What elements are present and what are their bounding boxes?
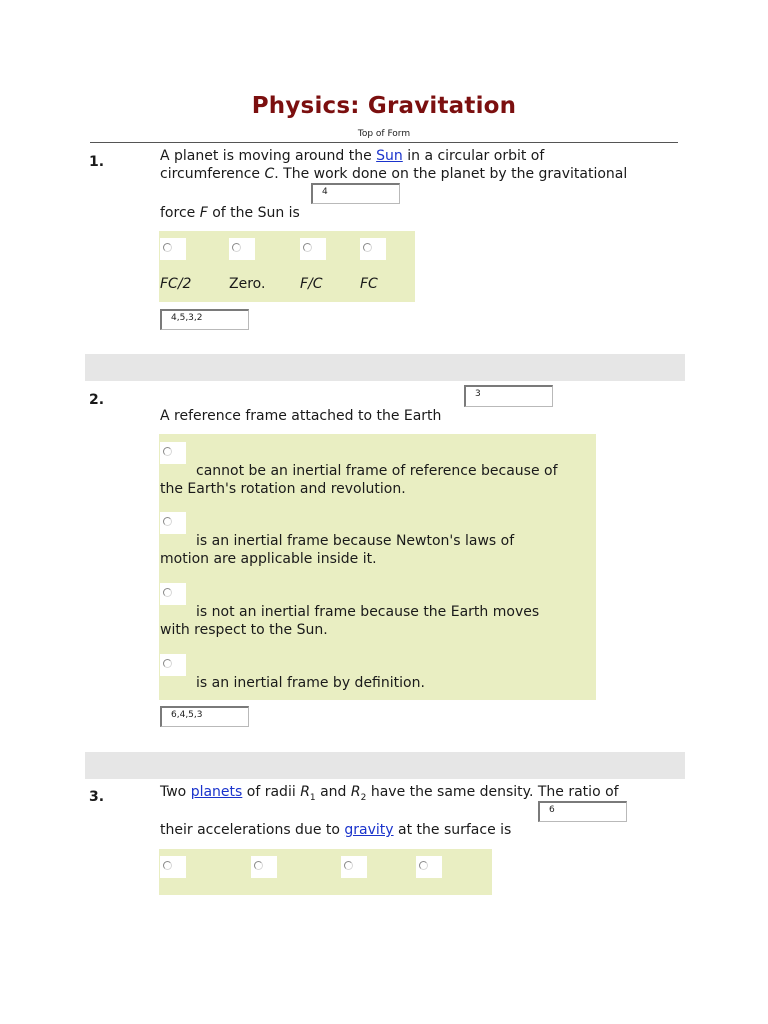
option-d-radio[interactable] <box>163 659 172 668</box>
option-c-text-line-2: with respect to the Sun. <box>160 622 328 638</box>
option-a-radio-cell <box>160 238 186 260</box>
question-3-text: have the same density. The ratio of <box>366 784 619 800</box>
question-1-line-2 <box>160 165 627 183</box>
question-2-number: 2. <box>89 392 105 408</box>
variable-f: F <box>199 205 208 221</box>
variable-r2: R <box>350 784 361 800</box>
option-d-radio[interactable] <box>363 243 372 252</box>
top-divider <box>90 142 678 143</box>
question-2-options-panel <box>159 434 596 700</box>
question-3-text: Two <box>160 784 191 800</box>
option-c-label: F/C <box>300 276 323 292</box>
option-c-radio[interactable] <box>303 243 312 252</box>
option-b-radio[interactable] <box>163 517 172 526</box>
gravity-link[interactable]: gravity <box>344 822 394 838</box>
option-a-label: FC/2 <box>160 276 192 292</box>
option-d-radio-cell <box>160 654 186 676</box>
question-1-text: of the Sun is <box>207 205 300 221</box>
option-d-radio-cell <box>416 856 442 878</box>
option-d-text-line-1: is an inertial frame by definition. <box>196 675 425 691</box>
question-1-text: force <box>160 205 200 221</box>
question-3-number: 3. <box>89 789 105 805</box>
question-1-line-3 <box>160 204 300 222</box>
option-b-text-line-1: is an inertial frame because Newton's laws of <box>196 533 515 549</box>
question-1-text: A planet is moving around the <box>160 148 377 164</box>
option-a-text-line-2: the Earth's rotation and revolution. <box>160 481 406 497</box>
option-a-radio[interactable] <box>163 243 172 252</box>
option-c-radio-cell <box>300 238 326 260</box>
option-a-text-line-1: cannot be an inertial frame of reference because of <box>196 463 558 479</box>
question-1-text: circumference <box>160 166 265 182</box>
sun-link[interactable]: Sun <box>376 148 403 164</box>
option-a-radio-cell <box>160 442 186 464</box>
option-d-label: FC <box>360 276 378 292</box>
separator-bar <box>85 752 685 779</box>
option-c-radio-cell <box>341 856 367 878</box>
question-3-text: and <box>315 784 351 800</box>
question-1-number: 1. <box>89 154 105 170</box>
question-3-answer-box[interactable]: 6 <box>538 801 627 822</box>
variable-c: C <box>264 166 275 182</box>
option-c-text-line-1: is not an inertial frame because the Earth moves <box>196 604 540 620</box>
option-c-radio-cell <box>160 583 186 605</box>
option-b-label: Zero. <box>229 276 266 292</box>
separator-bar <box>85 354 685 381</box>
option-b-radio[interactable] <box>232 243 241 252</box>
subscript-1: 1 <box>309 792 316 803</box>
page-title: Physics: Gravitation <box>251 93 517 119</box>
question-1-text: in a circular orbit of <box>402 148 545 164</box>
question-2-order-box[interactable]: 6,4,5,3 <box>160 706 249 727</box>
question-3-text: their accelerations due to <box>160 822 345 838</box>
planets-link[interactable]: planets <box>190 784 243 800</box>
option-b-radio[interactable] <box>254 861 263 870</box>
question-3-text: at the surface is <box>393 822 512 838</box>
question-1-options-panel <box>159 231 415 302</box>
option-b-radio-cell <box>160 512 186 534</box>
question-2-answer-box[interactable]: 3 <box>464 385 553 407</box>
question-3-options-panel <box>159 849 492 895</box>
option-a-radio[interactable] <box>163 447 172 456</box>
option-d-radio[interactable] <box>419 861 428 870</box>
question-3-line-2 <box>160 821 511 839</box>
option-c-radio[interactable] <box>163 588 172 597</box>
question-1-text: . The work done on the planet by the gravitational <box>274 166 628 182</box>
question-1-answer-box[interactable]: 4 <box>311 183 400 204</box>
option-b-radio-cell <box>229 238 255 260</box>
option-b-text-line-2: motion are applicable inside it. <box>160 551 377 567</box>
option-b-radio-cell <box>251 856 277 878</box>
question-3-text: of radii <box>242 784 301 800</box>
option-c-radio[interactable] <box>344 861 353 870</box>
option-a-radio-cell <box>160 856 186 878</box>
top-of-form-label: Top of Form <box>357 129 411 139</box>
variable-r1: R <box>300 784 310 800</box>
option-a-radio[interactable] <box>163 861 172 870</box>
subscript-2: 2 <box>360 792 367 803</box>
question-2-text: A reference frame attached to the Earth <box>160 408 442 424</box>
question-1-order-box[interactable]: 4,5,3,2 <box>160 309 249 330</box>
option-d-radio-cell <box>360 238 386 260</box>
question-1-line-1 <box>160 147 544 165</box>
